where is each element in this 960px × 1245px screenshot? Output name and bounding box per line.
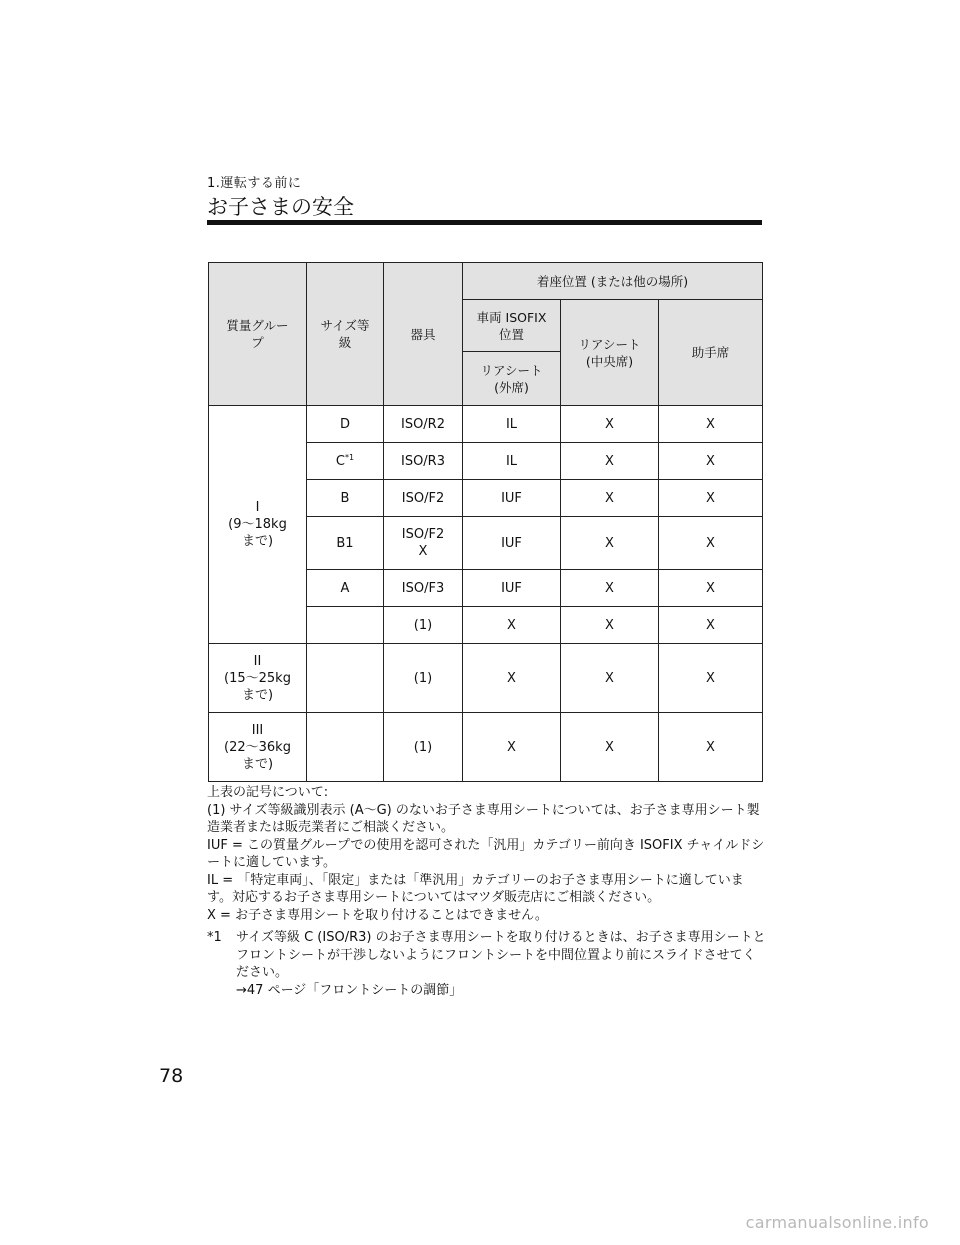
size-class-value: A xyxy=(340,580,350,596)
rear-outer-cell: X xyxy=(463,644,561,713)
size-class-cell xyxy=(307,570,384,607)
rear-center-cell: X xyxy=(561,570,659,607)
footnote-reference-link[interactable]: →47 ページ「フロントシートの調節」 xyxy=(236,982,463,998)
rear-center-cell: X xyxy=(561,406,659,443)
rear-outer-cell: IL xyxy=(463,443,561,480)
fixture-cell: ISO/R2 xyxy=(384,406,463,443)
size-class-cell xyxy=(307,406,384,443)
header-rear-center: リアシート (中央席) xyxy=(561,300,659,406)
rear-center-cell: X xyxy=(561,713,659,782)
mass-group-cell: II (15～25kg まで) xyxy=(209,644,307,713)
mass-group-cell: I (9～18kg まで) xyxy=(209,406,307,644)
size-class-cell xyxy=(307,443,384,480)
note-line: IUF = この質量グループでの使用を認可された「汎用」カテゴリー前向き ISOFIX チャイルドシートに適しています。 xyxy=(207,837,765,870)
size-class-value: D xyxy=(339,416,350,432)
rear-outer-cell: IL xyxy=(463,406,561,443)
rear-outer-cell: IUF xyxy=(463,570,561,607)
table-row xyxy=(209,406,763,443)
header-size-class: サイズ等 級 xyxy=(307,263,384,406)
isofix-compatibility-table xyxy=(208,262,763,782)
rear-outer-cell: IUF xyxy=(463,517,561,570)
rear-center-cell: X xyxy=(561,607,659,644)
header-passenger: 助手席 xyxy=(659,300,763,406)
rear-center-cell: X xyxy=(561,443,659,480)
rear-center-cell: X xyxy=(561,644,659,713)
passenger-cell: X xyxy=(659,713,763,782)
fixture-cell: (1) xyxy=(384,607,463,644)
footnote xyxy=(207,929,767,999)
header-seating-position: 着座位置 (または他の場所) xyxy=(463,263,763,300)
rear-center-cell: X xyxy=(561,517,659,570)
fixture-cell: (1) xyxy=(384,713,463,782)
passenger-cell: X xyxy=(659,644,763,713)
passenger-cell: X xyxy=(659,607,763,644)
rear-outer-cell: IUF xyxy=(463,480,561,517)
mass-group-cell: III (22～36kg まで) xyxy=(209,713,307,782)
size-class-cell xyxy=(307,713,384,782)
footnote-marker: *1 xyxy=(344,452,355,462)
page-number: 78 xyxy=(159,1065,184,1087)
size-class-cell xyxy=(307,517,384,570)
page-title: お子さまの安全 xyxy=(207,195,354,219)
note-line: (1) サイズ等級識別表示 (A～G) のないお子さま専用シートについては、お子さま専用シート製造業者または販売業者にご相談ください。 xyxy=(207,802,760,835)
passenger-cell: X xyxy=(659,517,763,570)
legend-notes xyxy=(207,784,767,999)
title-underline xyxy=(207,220,762,225)
header-vehicle-isofix: 車両 ISOFIX 位置 xyxy=(463,300,561,352)
fixture-cell: ISO/R3 xyxy=(384,443,463,480)
size-class-value: B1 xyxy=(336,535,354,551)
table-row xyxy=(209,644,763,713)
size-class-cell xyxy=(307,607,384,644)
section-label: 1.運転する前に xyxy=(207,176,302,191)
footnote-text: サイズ等級 C (ISO/R3) のお子さま専用シートを取り付けるときは、お子さま専用シートとフロントシートが干渉しないようにフロントシートを中間位置より前にスライドさせてください。 xyxy=(236,930,766,980)
rear-outer-cell: X xyxy=(463,713,561,782)
fixture-cell: (1) xyxy=(384,644,463,713)
footnote-body xyxy=(236,929,767,999)
header-fixture: 器具 xyxy=(384,263,463,406)
passenger-cell: X xyxy=(659,406,763,443)
rear-center-cell: X xyxy=(561,480,659,517)
table-row xyxy=(209,713,763,782)
passenger-cell: X xyxy=(659,480,763,517)
size-class-cell xyxy=(307,480,384,517)
note-line: IL = 「特定車両」、「限定」または「準汎用」カテゴリーのお子さま専用シートに適しています。対応するお子さま専用シートについてはマツダ販売店にご相談ください。 xyxy=(207,872,744,905)
note-line: X = お子さま専用シートを取り付けることはできません。 xyxy=(207,907,548,923)
passenger-cell: X xyxy=(659,570,763,607)
rear-outer-cell: X xyxy=(463,607,561,644)
table-header-row xyxy=(209,263,763,300)
size-class-value: C xyxy=(335,453,345,469)
page-header xyxy=(207,176,762,221)
fixture-cell: ISO/F3 xyxy=(384,570,463,607)
notes-intro: 上表の記号について: xyxy=(207,785,329,800)
size-class-value: B xyxy=(340,490,350,506)
header-rear-outer: リアシート (外席) xyxy=(463,352,561,406)
watermark: carmanualsonline.info xyxy=(745,1213,929,1232)
size-class-cell xyxy=(307,644,384,713)
header-mass-group: 質量グルー プ xyxy=(209,263,307,406)
fixture-cell: ISO/F2 X xyxy=(384,517,463,570)
footnote-mark: *1 xyxy=(207,930,222,945)
fixture-cell: ISO/F2 xyxy=(384,480,463,517)
passenger-cell: X xyxy=(659,443,763,480)
